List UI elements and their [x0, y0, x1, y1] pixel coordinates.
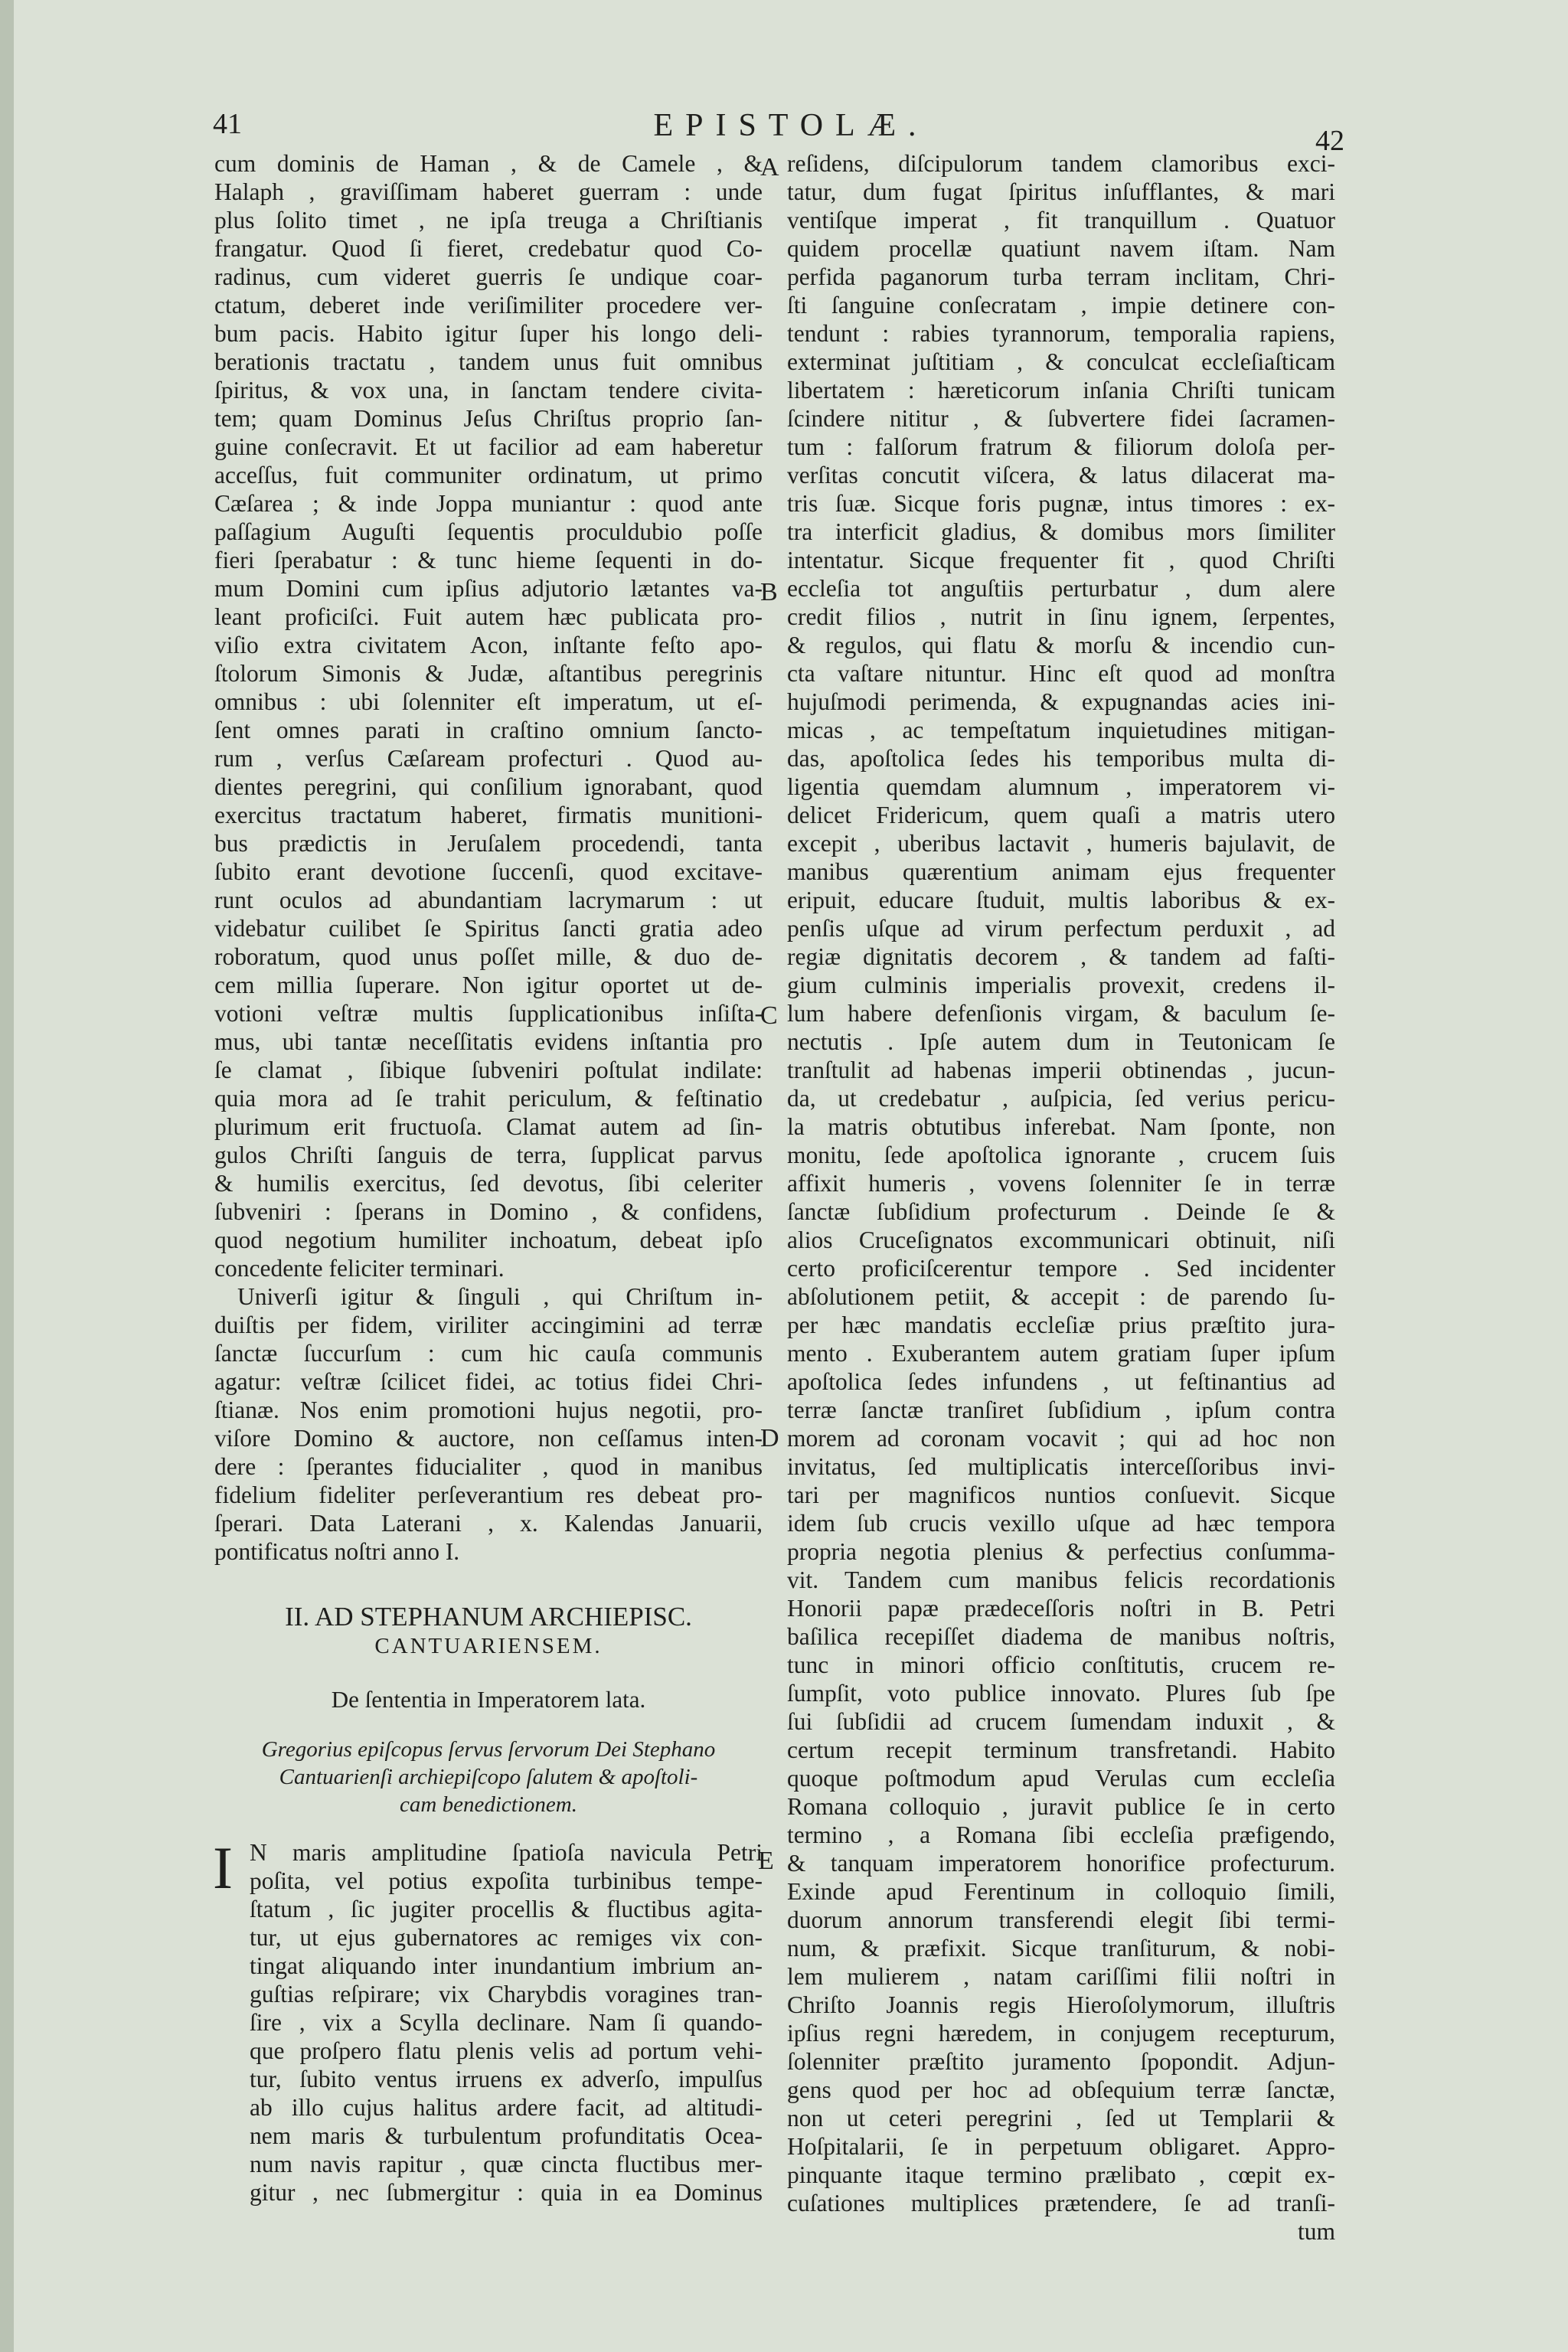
running-head-title: EPISTOLÆ.: [653, 108, 929, 143]
text-line: ſumpſit, voto publice innovato. Plures ſub ſpe: [787, 1680, 1335, 1707]
margin-marker-d: D: [760, 1424, 779, 1452]
margin-marker-a: A: [760, 153, 779, 181]
text-line: tur, ut ejus gubernatores ac remiges vix con-: [250, 1924, 763, 1951]
text-line: tingat aliquando inter inundantium imbrium an-: [250, 1952, 763, 1979]
text-line: penſis uſque ad virum perfectum perduxit , ad: [787, 915, 1335, 942]
text-line: guine conſecravit. Et ut facilior ad eam haberetur: [214, 433, 763, 460]
text-line: vit. Tandem cum manibus felicis recordationis: [787, 1566, 1335, 1593]
text-line: Chriſto Joannis regis Hieroſolymorum, illuſtris: [787, 1991, 1335, 2018]
text-line: perfida paganorum turba terram inclitam, Chri-: [787, 263, 1335, 290]
text-line: ſanctæ ſubſidium profecturum . Deinde ſe &: [787, 1198, 1335, 1225]
letter-opening-lines: [214, 1867, 763, 2207]
letter-opening: [213, 1834, 763, 2207]
text-line: per hæc mandatis eccleſiæ prius præſtito jura-: [787, 1312, 1335, 1338]
text-line: leant proficiſci. Fuit autem hæc publicata pro-: [214, 603, 763, 630]
text-line: abſolutionem petiit, & accepit : de parendo ſu-: [787, 1283, 1335, 1310]
text-line: la matris obtutibus inferebat. Nam ſponte, non: [787, 1113, 1335, 1140]
text-line: certum recepit terminum transfretandi. Habito: [787, 1736, 1335, 1763]
text-line: ſubito erant devotione ſuccenſi, quod excitave-: [214, 858, 763, 885]
text-line: paſſagium Auguſti ſequentis proculdubio poſſe: [214, 518, 763, 545]
text-line: gium culminis imperialis provexit, credens il-: [787, 972, 1335, 998]
text-line: Honorii papæ prædeceſſoris noſtri in B. Petri: [787, 1595, 1335, 1622]
text-line: tum : falſorum fratrum & filiorum doloſa per-: [787, 433, 1335, 460]
text-line: dientes peregrini, qui conſilium ignorabant, quod: [214, 773, 763, 800]
text-line: agatur: veſtræ ſcilicet fidei, ac totius fidei Chri-: [214, 1368, 763, 1395]
text-line: plus ſolito timet , ne ipſa treuga a Chriſtianis: [214, 207, 763, 234]
text-line: rum , verſus Cæſaream profecturi . Quod au-: [214, 745, 763, 772]
text-line: gens quod per hoc ad obſequium terræ ſanctæ,: [787, 2076, 1335, 2103]
text-line: terræ ſanctæ tranſiret ſubſidium , ipſum contra: [787, 1396, 1335, 1423]
text-line: cuſationes multiplices prætendere, ſe ad tranſi-: [787, 2190, 1335, 2216]
text-line: tris ſuæ. Sicque foris pugnæ, intus timores : ex-: [787, 490, 1335, 517]
text-line: tra interficit gladius, & domibus mors ſimiliter: [787, 518, 1335, 545]
right-column: [787, 149, 1335, 2246]
text-line: ſtianæ. Nos enim promotioni hujus negotii, pro-: [214, 1396, 763, 1423]
text-line: Halaph , graviſſimam haberet guerram : unde: [214, 178, 763, 205]
text-line: mento . Exuberantem autem gratiam ſuper ipſum: [787, 1340, 1335, 1367]
text-line: cam benedictionem.: [400, 1792, 577, 1817]
text-line: ſtolorum Simonis & Judæ, aſtantibus peregrinis: [214, 660, 763, 687]
text-line: plurimum erit fructuoſa. Clamat autem ad ſin-: [214, 1113, 763, 1140]
text-line: das, apoſtolica ſedes his temporibus multa di-: [787, 745, 1335, 772]
text-line: cum dominis de Haman , & de Camele , &: [214, 150, 763, 177]
text-line: Hoſpitalarii, ſe in perpetuum obligaret. Appro-: [787, 2133, 1335, 2160]
margin-marker-e: E: [758, 1847, 774, 1875]
text-line: que proſpero flatu plenis velis ad portum vehi-: [250, 2037, 763, 2064]
text-line: exercitus tractatum haberet, firmatis munitioni-: [214, 802, 763, 828]
text-line: morem ad coronam vocavit ; qui ad hoc non: [787, 1425, 1335, 1452]
text-line: cem millia ſuperare. Non igitur oportet ut de-: [214, 972, 763, 998]
text-line: omnibus : ubi ſolenniter eſt imperatum, ut eſ-: [214, 688, 763, 715]
text-line: tendunt : rabies tyrannorum, temporalia rapiens,: [787, 320, 1335, 347]
text-line: num, & præfixit. Sicque tranſiturum, & nobi-: [787, 1935, 1335, 1962]
text-line: & tanquam imperatorem honorifice profecturum.: [787, 1850, 1335, 1877]
text-line: ventiſque imperat , fit tranquillum . Quatuor: [787, 207, 1335, 234]
text-line: ſcindere nititur , & ſubvertere fidei ſacramen-: [787, 405, 1335, 432]
text-line: tur, ſubito ventus irruens ex adverſo, impulſus: [250, 2066, 763, 2092]
text-line: excepit , uberibus lactavit , humeris bajulavit, de: [787, 830, 1335, 857]
text-line: roboratum, quod unus poſſet mille, & duo de-: [214, 943, 763, 970]
text-line: tari per magnificos nuntios conſuevit. Sicque: [787, 1481, 1335, 1508]
left-column: [214, 149, 763, 2207]
text-line: nectutis . Ipſe autem dum in Teutonicam ſe: [787, 1028, 1335, 1055]
text-line: guſtias reſpirare; vix Charybdis voragines tran-: [250, 1981, 763, 2007]
text-line: Cæſarea ; & inde Joppa muniantur : quod ante: [214, 490, 763, 517]
text-line: ſe clamat , ſibique ſubveniri poſtulat indilate:: [214, 1057, 763, 1083]
text-line: viſio extra civitatem Acon, inſtante feſto apo-: [214, 632, 763, 658]
text-line: fidelium fideliter perſeverantium res debeat pro-: [214, 1481, 763, 1508]
text-line: tunc in minori officio conſtitutis, crucem re-: [787, 1651, 1335, 1678]
catchword: tum: [1297, 2218, 1335, 2245]
text-line: cta vaſtare nituntur. Hinc eſt quod ad monſtra: [787, 660, 1335, 687]
text-line: verſitas concutit viſcera, & latus dilacerat ma-: [787, 462, 1335, 488]
left-letter-closing: [214, 1282, 763, 1566]
text-line: termino , a Romana ſibi eccleſia præfigendo,: [787, 1821, 1335, 1848]
text-line: eccleſia tot anguſtiis perturbatur , dum alere: [787, 575, 1335, 602]
page-number-right: 42: [1315, 125, 1344, 157]
text-line: ſpiritus, & vox una, in ſanctam tendere civita-: [214, 377, 763, 403]
text-line: mum Domini cum ipſius adjutorio lætantes va-: [214, 575, 763, 602]
text-line: votioni veſtræ multis ſupplicationibus inſiſta-: [214, 1000, 763, 1027]
text-line: ſubveniri : ſperans in Domino , & confidens,: [214, 1198, 763, 1225]
text-line: ligentia quemdam alumnum , imperatorem vi-: [787, 773, 1335, 800]
right-text-lines: [787, 149, 1335, 2217]
text-line: videbatur cuilibet ſe Spiritus ſancti gratia adeo: [214, 915, 763, 942]
text-line: concedente feliciter terminari.: [214, 1255, 505, 1282]
text-line: intentatur. Sicque frequenter fit , quod Chriſti: [787, 547, 1335, 573]
first-line-text: N maris amplitudine ſpatioſa navicula Petri: [250, 1839, 763, 1866]
text-line: & regulos, qui flatu & morſu & incendio cun-: [787, 632, 1335, 658]
text-line: Univerſi igitur & ſinguli , qui Chriſtum in-: [237, 1283, 763, 1310]
text-line: frangatur. Quod ſi fieret, credebatur quod Co-: [214, 235, 763, 262]
text-line: hujuſmodi perimenda, & expugnandas acies ini-: [787, 688, 1335, 715]
text-line: ſui ſubſidii ad crucem ſumendam induxit , &: [787, 1708, 1335, 1735]
page-number-left: 41: [213, 108, 242, 140]
text-line: affixit humeris , vovens ſolenniter ſe in terræ: [787, 1170, 1335, 1197]
text-line: quidem procellæ quatiunt navem iſtam. Nam: [787, 235, 1335, 262]
text-line: lum habere defenſionis virgam, & baculum ſe-: [787, 1000, 1335, 1027]
text-line: tranſtulit ad habenas imperii obtinendas , jucun-: [787, 1057, 1335, 1083]
text-line: quia mora ad ſe trahit periculum, & feſtinatio: [214, 1085, 763, 1112]
text-line: da, ut credebatur , auſpicia, ſed verius pericu-: [787, 1085, 1335, 1112]
text-line: pontificatus noſtri anno I.: [214, 1538, 460, 1565]
text-line: lem mulierem , natam cariſſimi filii noſtri in: [787, 1963, 1335, 1990]
text-line: regiæ dignitatis decorem , & tandem ad faſti-: [787, 943, 1335, 970]
letter-heading: II. AD STEPHANUM ARCHIEPISC.: [285, 1602, 692, 1632]
text-line: berationis tractatu , tandem unus fuit omnibus: [214, 348, 763, 375]
text-line: gulos Chriſti ſanguis de terra, ſupplicat parvus: [214, 1142, 763, 1168]
text-line: reſidens, diſcipulorum tandem clamoribus exci-: [787, 150, 1335, 177]
text-line: quod negotium humiliter inchoatum, debeat ipſo: [214, 1227, 763, 1253]
text-line: invitatus, ſed multiplicatis interceſſoribus invi-: [787, 1453, 1335, 1480]
text-line: ſolenniter præſtito juramento ſpopondit. Adjun-: [787, 2048, 1335, 2075]
text-line: ſanctæ ſuccurſum : cum hic cauſa communis: [214, 1340, 763, 1367]
text-line: gitur , nec ſubmergitur : quia in ea Dominus: [250, 2179, 763, 2206]
left-letter-body: [214, 149, 763, 1282]
drop-cap: I: [213, 1834, 233, 1901]
text-line: credit filios , nutrit in ſinu ignem, ſerpentes,: [787, 603, 1335, 630]
text-line: baſilica recepiſſet diadema de manibus noſtris,: [787, 1623, 1335, 1650]
text-line: poſita, vel potius expoſita turbinibus tempe-: [250, 1867, 763, 1894]
text-line: bus prædictis in Jeruſalem procedendi, tanta: [214, 830, 763, 857]
text-line: alios Cruceſignatos excommunicari obtinuit, niſi: [787, 1227, 1335, 1253]
text-line: pinquante itaque termino prælibato , cœpit ex-: [787, 2161, 1335, 2188]
text-line: ctatum, deberet inde veriſimiliter procedere ver-: [214, 292, 763, 318]
text-line: idem ſub crucis vexillo uſque ad hæc tempora: [787, 1510, 1335, 1537]
book-page: [14, 0, 1568, 2352]
text-line: dere : ſperantes fiducialiter , quod in manibus: [214, 1453, 763, 1480]
text-line: fieri ſperabatur : & tunc hieme ſequenti in do-: [214, 547, 763, 573]
text-line: tatur, dum fugat ſpiritus inſufflantes, & mari: [787, 178, 1335, 205]
text-line: delicet Fridericum, quem quaſi a matris utero: [787, 802, 1335, 828]
text-line: eripuit, educare ſtuduit, multis laboribus & ex-: [787, 887, 1335, 913]
text-line: manibus quærentium animam ejus frequenter: [787, 858, 1335, 885]
text-line: viſore Domino & auctore, non ceſſamus inten-: [214, 1425, 763, 1452]
margin-marker-c: C: [760, 1001, 778, 1030]
text-line: quoque poſtmodum apud Verulas cum eccleſia: [787, 1765, 1335, 1792]
text-line: Romana colloquio , juravit publice ſe in certo: [787, 1793, 1335, 1820]
text-line: ſtatum , ſic jugiter procellis & fluctibus agita-: [250, 1896, 763, 1922]
text-line: apoſtolica ſedes infundens , ut feſtinantius ad: [787, 1368, 1335, 1395]
text-line: Cantuarienſi archiepiſcopo ſalutem & apoſtoli-: [279, 1765, 698, 1789]
text-line: & humilis exercitus, ſed devotus, ſibi celeriter: [214, 1170, 763, 1197]
text-line: exterminat juſtitiam , & conculcat eccleſiaſticam: [787, 348, 1335, 375]
text-line: ſperari. Data Laterani , x. Kalendas Januarii,: [214, 1510, 763, 1537]
text-line: libertatem : hæreticorum inſania Chriſti tunicam: [787, 377, 1335, 403]
text-line: certo proficiſcerentur tempore . Sed incidenter: [787, 1255, 1335, 1282]
margin-marker-b: B: [760, 578, 778, 606]
text-line: ſire , vix a Scylla declinare. Nam ſi quando-: [250, 2009, 763, 2036]
letter-heading-sub: CANTUARIENSEM.: [374, 1634, 603, 1658]
text-line: ſti ſanguine conſecratam , impie detinere con-: [787, 292, 1335, 318]
text-line: nem maris & turbulentum profunditatis Ocea-: [250, 2122, 763, 2149]
text-line: radinus, cum videret guerris ſe undique coar-: [214, 263, 763, 290]
text-line: bum pacis. Habito igitur ſuper his longo deli-: [214, 320, 763, 347]
text-line: Exinde apud Ferentinum in colloquio ſimili,: [787, 1878, 1335, 1905]
text-line: num navis rapitur , quæ cincta fluctibus mer-: [250, 2151, 763, 2177]
text-line: tem; quam Dominus Jeſus Chriſtus proprio ſan-: [214, 405, 763, 432]
letter-subject: De ſententia in Imperatorem lata.: [331, 1686, 646, 1713]
text-line: mus, ubi tantæ neceſſitatis evidens inſtantia pro: [214, 1028, 763, 1055]
text-line: duiſtis per fidem, viriliter accingimini ad terræ: [214, 1312, 763, 1338]
text-line: propria negotia plenius & perfectius conſumma-: [787, 1538, 1335, 1565]
text-line: monitu, ſede apoſtolica ignorante , crucem ſuis: [787, 1142, 1335, 1168]
text-line: non ut ceteri peregrini , ſed ut Templarii &: [787, 2105, 1335, 2132]
text-line: acceſſus, fuit communiter ordinatum, ut primo: [214, 462, 763, 488]
text-line: duorum annorum transferendi elegit ſibi termi-: [787, 1906, 1335, 1933]
salutation: [214, 1736, 763, 1818]
text-line: Gregorius epiſcopus ſervus ſervorum Dei Stephano: [261, 1737, 716, 1762]
text-line: micas , ac tempeſtatum inquietudines mitigan-: [787, 717, 1335, 743]
text-line: ipſius regni hæredem, in conjugem recepturum,: [787, 2020, 1335, 2047]
text-line: ab illo cujus halitus ardere facit, ad altitudi-: [250, 2094, 763, 2121]
text-line: runt oculos ad abundantiam lacrymarum : ut: [214, 887, 763, 913]
text-line: ſent omnes parati in craſtino omnium ſancto-: [214, 717, 763, 743]
